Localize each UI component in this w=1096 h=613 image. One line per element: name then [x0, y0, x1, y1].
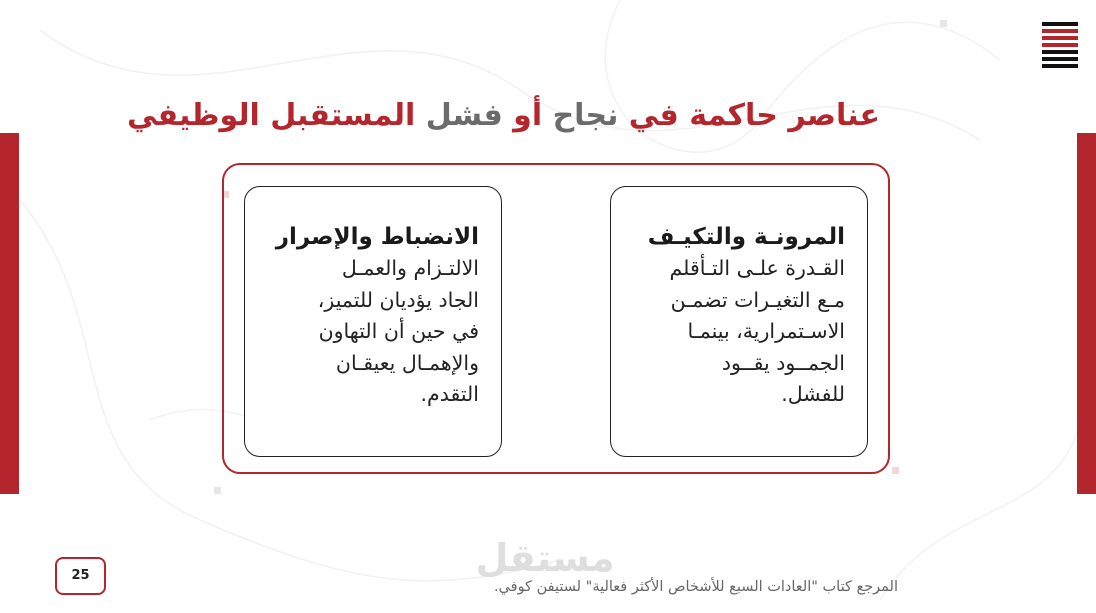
decor-square: [892, 467, 899, 474]
logo-icon: [1042, 22, 1078, 70]
card-line: الالتـزام والعمـل: [341, 256, 479, 280]
left-accent-bar: [0, 133, 19, 494]
title-segment: نجاح: [552, 98, 619, 133]
title-segment: عناصر حاكمة: [689, 98, 880, 133]
card-line: القـدرة علـى التـأقلم: [669, 256, 845, 280]
card-line: في حين أن التهاون: [318, 319, 479, 343]
decor-square: [940, 20, 947, 27]
title-segment: فشل: [425, 98, 503, 133]
card-flexibility: [610, 186, 868, 457]
decor-square: [214, 487, 221, 494]
title-segment: المستقبل الوظيفي: [127, 98, 416, 133]
reference-note: المرجع كتاب "العادات السبع للأشخاص الأكثر فعالية" لستيفن كوفي.: [493, 579, 898, 595]
card-line: والإهمـال يعيقـان: [335, 350, 479, 375]
card-title: الانضباط والإصرار: [275, 224, 479, 250]
card-body: [629, 253, 845, 411]
card-line: الاسـتمرارية، بينمـا: [687, 319, 845, 343]
right-accent-bar: [1077, 133, 1096, 494]
title-segment: في: [628, 98, 679, 133]
card-discipline: [244, 186, 502, 457]
card-title: المرونـة والتكيـف: [647, 224, 845, 250]
card-line: مـع التغيـرات تضمـن: [670, 287, 845, 312]
card-line: الجمــود يقــود: [721, 350, 845, 375]
card-body: [263, 253, 479, 411]
card-line: الجاد يؤديان للتميز،: [317, 287, 479, 312]
page-number: 25: [55, 557, 106, 595]
title-segment: أو: [513, 98, 543, 133]
card-line: للفشل.: [781, 382, 845, 406]
watermark-logo: مستقل: [475, 536, 615, 580]
slide-title: [127, 92, 880, 140]
card-line: التقدم.: [420, 382, 479, 406]
